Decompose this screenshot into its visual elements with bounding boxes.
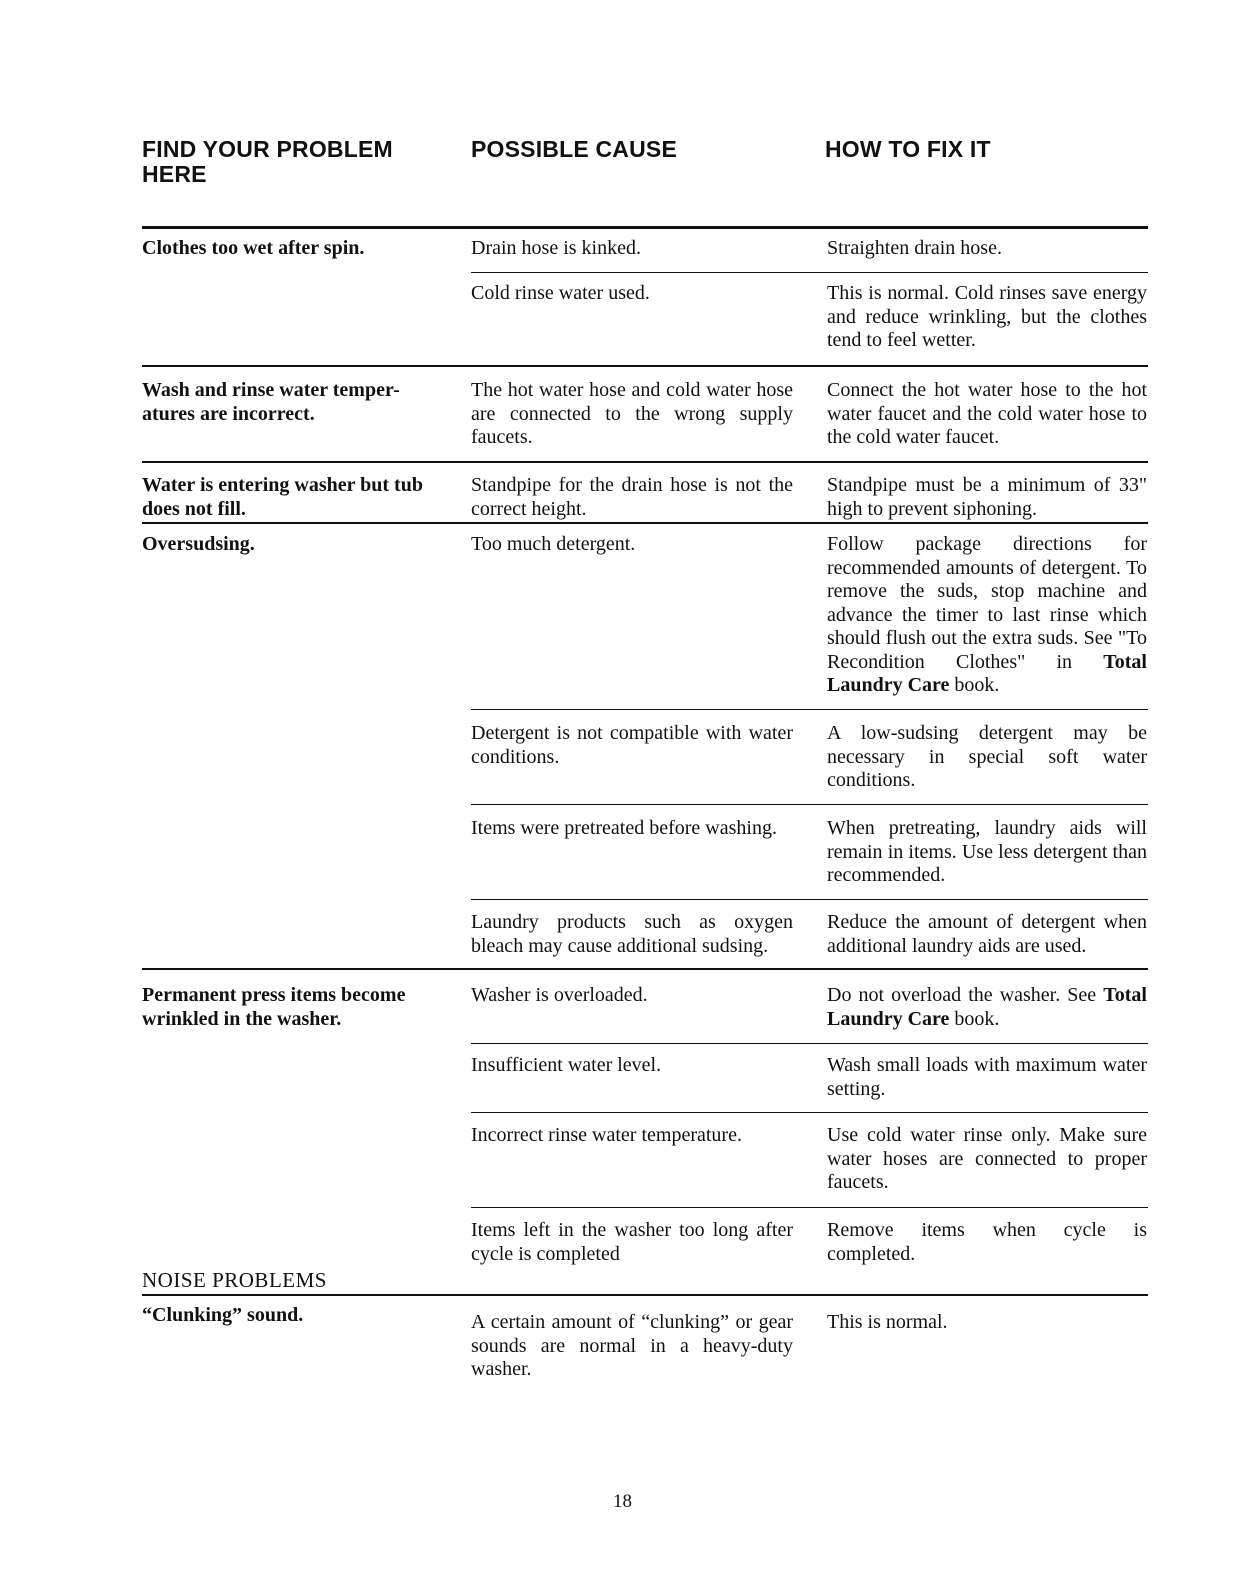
fix-text: When pretreating, laundry aids will remain in items. Use less detergent than recommended. — [827, 817, 1147, 886]
fix-text: This is normal. Cold rinses save energy and reduce wrinkling, but the clothes tend to feel wetter. — [827, 282, 1147, 351]
problem-text: “Clunking” sound. — [142, 1304, 304, 1326]
fix-text: Remove items when cycle is completed. — [827, 1219, 1147, 1265]
rule-major — [142, 968, 1148, 970]
header-cause: POSSIBLE CAUSE — [471, 136, 678, 162]
rule-sub — [471, 272, 1148, 273]
rule-header — [142, 226, 1148, 229]
cause-text: Cold rinse water used. — [471, 282, 650, 304]
fix-text-part: Do not overload the washer. See — [827, 984, 1104, 1006]
fix-text-part: Follow package directions for recommended amounts of detergent. To remove the suds, stop machine and advance the timer to last rinse which should flush out the extra suds. See "To Recondition Clothes" in — [827, 533, 1147, 673]
fix-text — [827, 984, 1147, 1031]
rule-major — [142, 461, 1148, 463]
cause-text: A certain amount of “clunking” or gear sounds are normal in a heavy-duty washer. — [471, 1311, 793, 1380]
header-problem-line1: FIND YOUR PROBLEM — [142, 136, 393, 162]
problem-text: Oversudsing. — [142, 533, 255, 555]
fix-text-part: book. — [949, 1007, 1000, 1030]
fix-text: A low-sudsing detergent may be necessary in special soft water conditions. — [827, 722, 1147, 791]
cause-text: Items left in the washer too long after cycle is completed — [471, 1219, 793, 1265]
fix-text: Use cold water rinse only. Make sure water hoses are connected to proper faucets. — [827, 1124, 1147, 1193]
fix-text: Wash small loads with maximum water setting. — [827, 1054, 1147, 1100]
fix-text: This is normal. — [827, 1311, 948, 1333]
header-fix: HOW TO FIX IT — [825, 136, 991, 162]
page-number: 18 — [613, 1491, 632, 1512]
fix-text: Straighten drain hose. — [827, 237, 1002, 259]
cause-text: Incorrect rinse water temperature. — [471, 1124, 742, 1146]
cause-text: Items were pretreated before washing. — [471, 817, 777, 839]
book-title: Total Laundry Care — [827, 650, 1147, 696]
fix-text: Connect the hot water hose to the hot water faucet and the cold water hose to the cold water faucet. — [827, 379, 1147, 448]
cause-text: Laundry products such as oxygen bleach may cause additional sudsing. — [471, 911, 793, 957]
rule-sub — [471, 1207, 1148, 1208]
rule-sub — [471, 1043, 1148, 1044]
fix-text: Reduce the amount of detergent when additional laundry aids are used. — [827, 911, 1147, 957]
rule-sub — [471, 1112, 1148, 1113]
header-problem-line2: HERE — [142, 161, 207, 187]
cause-text: Standpipe for the drain hose is not the correct height. — [471, 474, 793, 520]
rule-major — [142, 1294, 1148, 1296]
book-title: Total Laundry Care — [827, 984, 1147, 1030]
cause-text: Washer is overloaded. — [471, 984, 648, 1006]
problem-text: Wash and rinse water temper-atures are incorrect. — [142, 379, 400, 425]
problem-text: Water is entering washer but tub does not fill. — [142, 474, 423, 520]
section-title: NOISE PROBLEMS — [142, 1268, 327, 1292]
cause-text: Detergent is not compatible with water conditions. — [471, 722, 793, 768]
header-problem — [142, 137, 393, 187]
rule-major — [142, 365, 1148, 367]
cause-text: Drain hose is kinked. — [471, 237, 641, 259]
fix-text: Standpipe must be a minimum of 33" high to prevent siphoning. — [827, 474, 1147, 520]
cause-text: The hot water hose and cold water hose are connected to the wrong supply faucets. — [471, 379, 793, 448]
fix-text-part: book. — [949, 674, 1000, 696]
cause-text: Too much detergent. — [471, 533, 636, 555]
fix-text — [827, 533, 1147, 698]
cause-text: Insufficient water level. — [471, 1054, 662, 1076]
rule-major — [142, 522, 1148, 524]
rule-sub — [471, 804, 1148, 805]
rule-sub — [471, 899, 1148, 900]
rule-sub — [471, 709, 1148, 710]
problem-text: Clothes too wet after spin. — [142, 237, 365, 259]
problem-text: Permanent press items become wrinkled in the washer. — [142, 984, 406, 1030]
